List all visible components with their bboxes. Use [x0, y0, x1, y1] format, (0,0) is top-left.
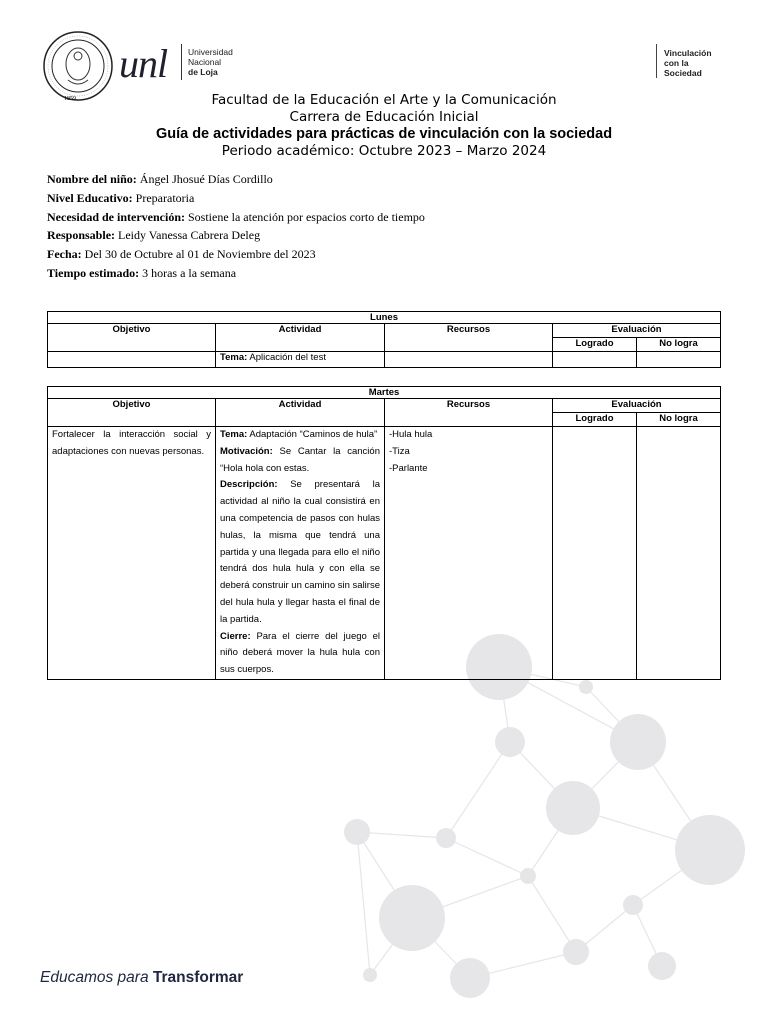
activity-header: Actividad: [216, 399, 385, 427]
info-label: Responsable:: [47, 228, 116, 243]
vinculacion-divider: [656, 44, 657, 78]
info-need-row: [47, 210, 425, 229]
seal-year: 1859: [64, 96, 76, 102]
day-header: Martes: [48, 387, 721, 399]
info-value: Ángel Jhosué Días Cordillo: [139, 172, 273, 186]
info-value: Preparatoria: [135, 190, 195, 205]
logo-divider: [181, 44, 182, 80]
info-label: Fecha:: [47, 247, 82, 262]
evaluation-header: Evaluación: [553, 399, 721, 413]
objective-header: Objetivo: [48, 399, 216, 427]
objective-cell: Fortalecer la interacción social y adaptaciones con nuevas personas.: [48, 427, 216, 680]
vinculacion-line: Vinculación: [664, 48, 712, 58]
info-level-row: [47, 191, 425, 210]
closing-value: Para el cierre del juego el niño deberá mover la hula hula con sus cuerpos.: [220, 630, 380, 676]
footer-slogan-light: Educamos para: [40, 969, 149, 986]
activity-cell: [216, 352, 385, 368]
resource-item: -Hula hula: [389, 429, 433, 440]
motivation-value: Se Cantar la canción “Hola hola con estas.: [220, 445, 380, 474]
unl-wordmark-logo: unl: [119, 41, 168, 86]
career-title: Carrera de Educación Inicial: [289, 109, 479, 125]
closing-label: Cierre:: [220, 630, 251, 642]
period-title: Periodo académico: Octubre 2023 – Marzo 2024: [221, 143, 547, 159]
description-paragraph: [220, 477, 380, 628]
not-achieved-header: No logra: [637, 413, 721, 427]
tuesday-table: [47, 386, 721, 680]
vinculacion-line: Sociedad: [664, 68, 702, 78]
achieved-header: Logrado: [553, 338, 637, 352]
footer-slogan-strong: Transformar: [152, 969, 244, 986]
university-name-line: Nacional: [188, 57, 222, 67]
info-date-row: [47, 247, 425, 266]
info-label: Tiempo estimado:: [47, 265, 140, 280]
child-info: [47, 172, 425, 285]
info-label: Nombre del niño:: [47, 172, 137, 186]
info-value: Leidy Vanessa Cabrera Deleg: [118, 228, 261, 243]
info-value: Sostiene la atención por espacios corto de tiempo: [187, 209, 425, 224]
objective-cell: [48, 352, 216, 368]
info-label: Nivel Educativo:: [47, 190, 133, 205]
resources-header: Recursos: [385, 399, 553, 427]
motivation-paragraph: [220, 444, 380, 478]
info-value: 3 horas a la semana: [142, 265, 237, 280]
evaluation-header: Evaluación: [553, 324, 721, 338]
achieved-cell: [553, 427, 637, 680]
vinculacion-line: con la: [664, 58, 689, 68]
university-name-line: Universidad: [188, 47, 233, 57]
theme-value: Aplicación del test: [249, 352, 326, 363]
info-value: Del 30 de Octubre al 01 de Noviembre del 2023: [84, 247, 316, 262]
info-responsible-row: [47, 228, 425, 247]
info-time-row: [47, 266, 425, 285]
faculty-title: Facultad de la Educación el Arte y la Comunicación: [211, 92, 557, 108]
resource-item: -Tiza: [389, 445, 410, 457]
day-header: Lunes: [48, 312, 721, 324]
achieved-cell: [553, 352, 637, 368]
resources-cell: [385, 352, 553, 368]
achieved-header: Logrado: [553, 413, 637, 427]
footer-slogan: [40, 969, 243, 987]
motivation-label: Motivación:: [220, 445, 273, 457]
closing-paragraph: [220, 629, 380, 679]
objective-header: Objetivo: [48, 324, 216, 352]
description-label: Descripción:: [220, 479, 278, 491]
university-name-line: de Loja: [188, 67, 218, 77]
monday-table: [47, 311, 721, 368]
university-name: [188, 47, 233, 77]
info-child-row: [47, 172, 425, 191]
not-achieved-header: No logra: [637, 338, 721, 352]
info-label: Necesidad de intervención:: [47, 209, 185, 224]
theme-label: Tema:: [220, 352, 248, 363]
not-achieved-cell: [637, 352, 721, 368]
document-titles: [0, 92, 768, 159]
resource-item: -Parlante: [389, 462, 428, 474]
theme-paragraph: [220, 427, 380, 444]
theme-value: Adaptación “Caminos de hula”: [249, 429, 378, 440]
resources-cell: [385, 427, 553, 680]
guide-title: Guía de actividades para prácticas de vinculación con la sociedad: [155, 126, 613, 142]
description-value: Se presentará la actividad al niño la cual consistirá en una competencia de pasos con hulas hulas, la misma que tendrá una partida y una llegada para ello el niño tendrá dos hula hula y con ella se deberá construir un camino sin salirse del hula hula y llegar hasta el final de la partida.: [220, 479, 380, 625]
not-achieved-cell: [637, 427, 721, 680]
vinculacion-logo: [664, 48, 712, 78]
theme-label: Tema:: [220, 429, 248, 440]
activity-cell: [216, 427, 385, 680]
resources-header: Recursos: [385, 324, 553, 352]
activity-header: Actividad: [216, 324, 385, 352]
